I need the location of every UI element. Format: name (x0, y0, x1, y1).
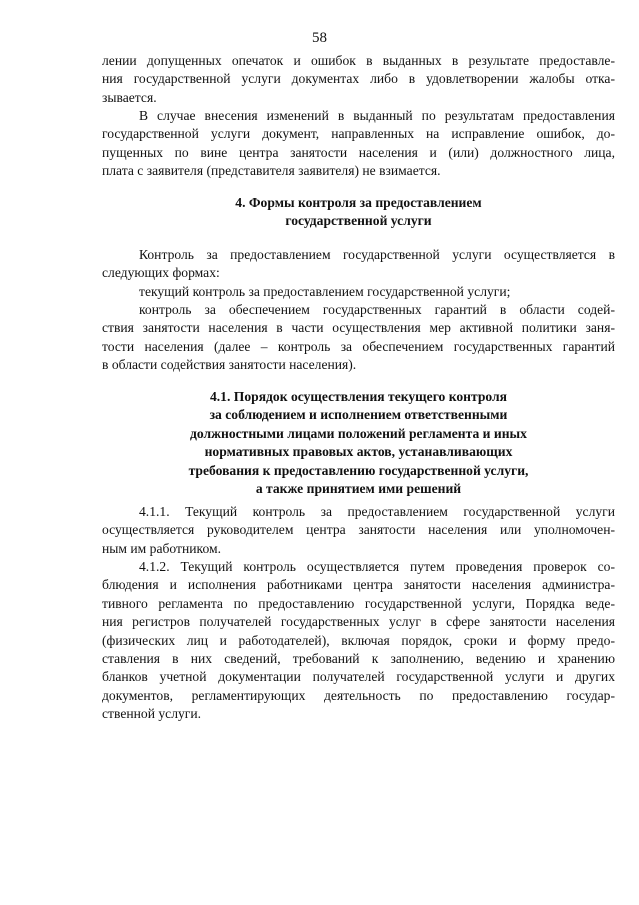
text-line: ственной услуги. (102, 706, 202, 722)
paragraph-4-1-2 (102, 558, 615, 724)
text-line: 4.1.1. Текущий контроль за предоставлением государственной услуги (139, 504, 615, 519)
paragraph-no-fee (102, 107, 615, 181)
section-heading-4-1 (102, 388, 615, 498)
text-line: в области содействия занятости населения). (102, 357, 357, 373)
text-line: пущенных по вине центра занятости населения и (или) должностного лица, (102, 144, 615, 160)
heading-line: 4. Формы контроля за предоставлением (235, 195, 482, 210)
text-line: блюдения и исполнения работниками центра занятости населения администра- (102, 577, 615, 593)
heading-line: должностными лицами положений регламента и иных (190, 425, 527, 441)
paragraph-4-1-1 (102, 503, 615, 558)
text-line: ставления в них сведений, требований к заполнению, ведению и хранению (102, 650, 615, 666)
page-number: 58 (312, 30, 327, 46)
text-line: лении допущенных опечаток и ошибок в выданных в результате предоставле- (102, 53, 615, 68)
text-line: документов, регламентирующих деятельность по предоставлению государ- (102, 687, 615, 703)
text-line: В случае внесения изменений в выданный по результатам предоставления (139, 108, 615, 123)
heading-line: за соблюдением и исполнением ответственными (209, 407, 508, 423)
text-line: ствия занятости населения в части осуществления мер активной политики заня- (102, 320, 615, 336)
heading-line: государственной услуги (285, 213, 432, 229)
heading-line: нормативных правовых актов, устанавливающих (204, 444, 513, 460)
heading-line: требования к предоставлению государственной услуги, (188, 462, 529, 478)
paragraph-guarantees-control (102, 301, 615, 375)
text-line: зывается. (102, 89, 157, 105)
text-line: (физических лиц и работодателей), включая порядок, сроки и форму предо- (102, 632, 615, 648)
heading-line: 4.1. Порядок осуществления текущего контроля (209, 389, 508, 404)
text-line: тости населения (далее – контроль за обеспечением государственных гарантий (102, 338, 615, 354)
text-line: государственной услуги документ, направленных на исправление ошибок, до- (102, 126, 615, 142)
text-line: контроль за обеспечением государственных гарантий в области содей- (139, 302, 615, 317)
text-line: текущий контроль за предоставлением государственной услуги; (139, 284, 511, 299)
paragraph-control-forms (102, 246, 615, 283)
paragraph-current-control (102, 283, 615, 301)
text-line: осуществляется руководителем центра занятости населения или уполномочен- (102, 522, 615, 538)
text-line: 4.1.2. Текущий контроль осуществляется путем проведения проверок со- (139, 559, 615, 574)
section-heading-4 (102, 194, 615, 231)
text-line: ния государственной услуги документах либо в удовлетворении жалобы отка- (102, 71, 615, 87)
text-line: ния регистров получателей государственных услуг в сфере занятости населения (102, 614, 615, 630)
text-line: следующих формах: (102, 265, 220, 281)
text-line: тивного регламента по предоставлению государственной услуги, Порядка веде- (102, 595, 615, 611)
heading-line: а также принятием ими решений (255, 480, 462, 496)
paragraph-correction-refusal (102, 52, 615, 107)
text-line: Контроль за предоставлением государственной услуги осуществляется в (139, 247, 615, 262)
text-line: плата с заявителя (представителя заявителя) не взимается. (102, 163, 441, 179)
text-line: ным им работником. (102, 540, 221, 556)
text-line: бланков учетной документации получателей государственной услуги и других (102, 669, 615, 685)
